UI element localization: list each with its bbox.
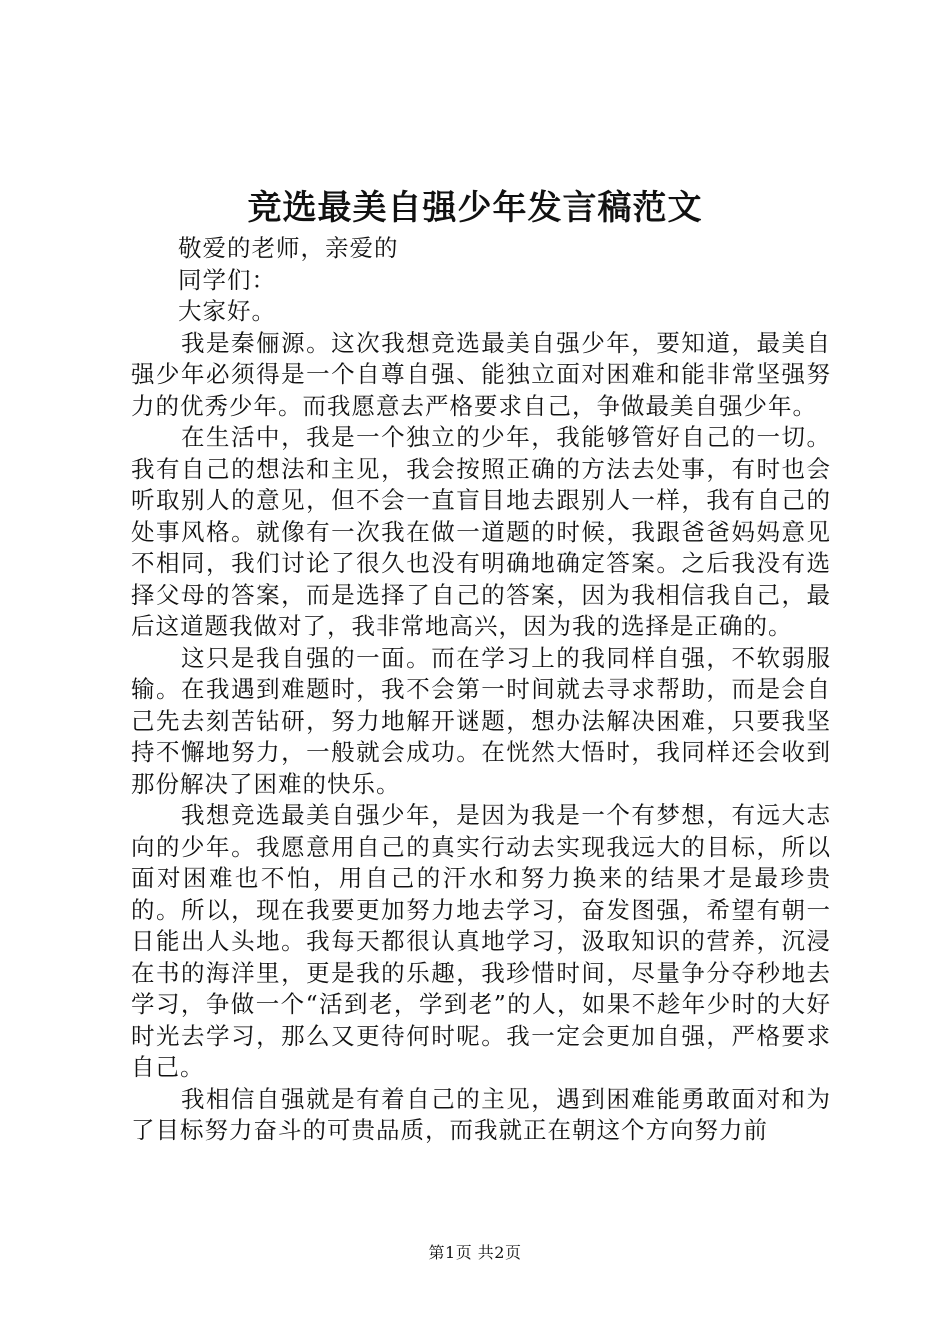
greeting-line: 敬爱的老师，亲爱的 <box>178 234 399 262</box>
document-title: 竞选最美自强少年发言稿范文 <box>247 188 703 228</box>
body-paragraph: 在生活中，我是一个独立的少年，我能够管好自己的一切。我有自己的想法和主见，我会按照正确的方法去处事，有时也会听取别人的意见，但不会一直盲目地去跟别人一样，我有自己的处事风格。就像有一次我在做一道题的时候，我跟爸爸妈妈意见不相同，我们讨论了很久也没有明确地确定答案。之后我没有选择父母的答案，而是选择了自己的答案，因为我相信我自己，最后这道题我做对了，我非常地高兴，因为我的选择是正确的。 <box>131 423 831 640</box>
body-paragraph: 我相信自强就是有着自己的主见，遇到困难能勇敢面对和为了目标努力奋斗的可贵品质，而我就正在朝这个方向努力前 <box>131 1084 831 1144</box>
greeting-line: 同学们： <box>178 265 276 294</box>
greeting-line: 大家好。 <box>178 297 276 325</box>
body-paragraph: 我是秦俪源。这次我想竞选最美自强少年，要知道，最美自强少年必须得是一个自尊自强、能独立面对困难和能非常坚强努力的优秀少年。而我愿意去严格要求自己，争做最美自强少年。 <box>131 328 831 420</box>
document-body <box>131 233 831 1147</box>
body-paragraph: 我想竞选最美自强少年，是因为我是一个有梦想，有远大志向的少年。我愿意用自己的真实行动去实现我远大的目标，所以面对困难也不怕，用自己的汗水和努力换来的结果才是最珍贵的。所以，现在我要更加努力地去学习，奋发图强，希望有朝一日能出人头地。我每天都很认真地学习，汲取知识的营养，沉浸在书的海洋里，更是我的乐趣，我珍惜时间，尽量争分夺秒地去学习，争做一个“活到老，学到老”的人，如果不趁年少时的大好时光去学习，那么又更待何时呢。我一定会更加自强，严格要求自己。 <box>131 801 831 1081</box>
page-footer: 第1页 共2页 <box>428 1243 522 1262</box>
body-paragraph: 这只是我自强的一面。而在学习上的我同样自强，不软弱服输。在我遇到难题时，我不会第一时间就去寻求帮助，而是会自己先去刻苦钻研，努力地解开谜题，想办法解决困难，只要我坚持不懈地努力，一般就会成功。在恍然大悟时，我同样还会收到那份解决了困难的快乐。 <box>131 643 831 798</box>
